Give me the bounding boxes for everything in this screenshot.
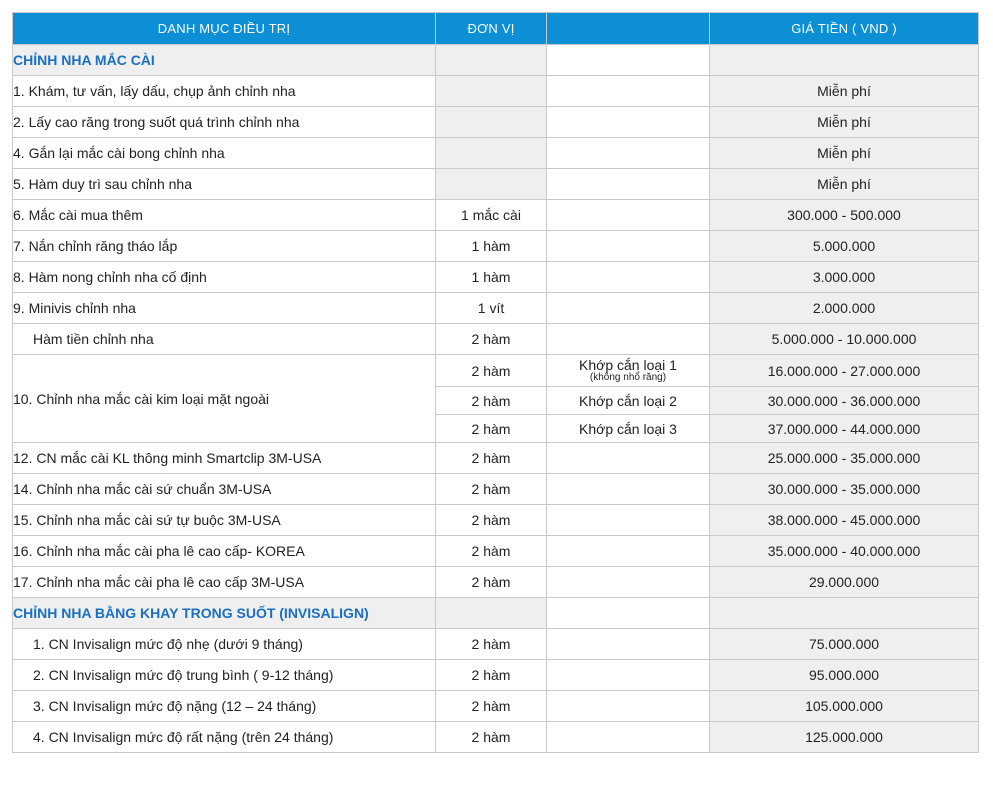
table-row xyxy=(13,231,979,262)
row-name: 4. CN Invisalign mức độ rất nặng (trên 24 tháng) xyxy=(13,722,436,753)
row-unit xyxy=(436,107,547,138)
section-row xyxy=(13,45,979,76)
table-row xyxy=(13,293,979,324)
row-price: 38.000.000 - 45.000.000 xyxy=(710,505,979,536)
section-price-cell xyxy=(710,598,979,629)
row-name: 5. Hàm duy trì sau chỉnh nha xyxy=(13,169,436,200)
row-note xyxy=(547,231,710,262)
row-unit: 2 hàm xyxy=(436,660,547,691)
row-price: 3.000.000 xyxy=(710,262,979,293)
row-unit: 1 hàm xyxy=(436,231,547,262)
row-note xyxy=(547,324,710,355)
row-note xyxy=(547,107,710,138)
row-unit: 2 hàm xyxy=(436,355,547,387)
note-main: Khớp cắn loại 1 xyxy=(579,357,677,373)
row-name: 1. Khám, tư vấn, lấy dấu, chụp ảnh chỉnh nha xyxy=(13,76,436,107)
row-price: 37.000.000 - 44.000.000 xyxy=(710,415,979,443)
row-price: 30.000.000 - 36.000.000 xyxy=(710,387,979,415)
row-unit: 2 hàm xyxy=(436,536,547,567)
row-unit: 2 hàm xyxy=(436,415,547,443)
row-name: 3. CN Invisalign mức độ nặng (12 – 24 tháng) xyxy=(13,691,436,722)
row-unit: 2 hàm xyxy=(436,474,547,505)
row-note xyxy=(547,660,710,691)
table-row xyxy=(13,76,979,107)
row-unit: 2 hàm xyxy=(436,505,547,536)
row-name: 10. Chỉnh nha mắc cài kim loại mặt ngoài xyxy=(13,355,436,443)
row-price: 300.000 - 500.000 xyxy=(710,200,979,231)
row-unit xyxy=(436,169,547,200)
table-row xyxy=(13,474,979,505)
table-row xyxy=(13,691,979,722)
row-unit xyxy=(436,76,547,107)
row-price: Miễn phí xyxy=(710,138,979,169)
row-unit: 2 hàm xyxy=(436,629,547,660)
row-note xyxy=(547,200,710,231)
row-name: 2. CN Invisalign mức độ trung bình ( 9-12 tháng) xyxy=(13,660,436,691)
section-note-cell xyxy=(547,45,710,76)
row-name: 8. Hàm nong chỉnh nha cố định xyxy=(13,262,436,293)
row-unit: 1 vít xyxy=(436,293,547,324)
row-price: Miễn phí xyxy=(710,76,979,107)
row-note xyxy=(547,629,710,660)
table-row xyxy=(13,629,979,660)
row-unit: 1 hàm xyxy=(436,262,547,293)
section-title: CHỈNH NHA MẮC CÀI xyxy=(13,45,436,76)
row-unit: 2 hàm xyxy=(436,324,547,355)
row-note xyxy=(547,474,710,505)
row-unit: 2 hàm xyxy=(436,691,547,722)
row-note xyxy=(547,691,710,722)
row-note: Khớp cắn loại 3 xyxy=(547,415,710,443)
row-price: 95.000.000 xyxy=(710,660,979,691)
row-name: 17. Chỉnh nha mắc cài pha lê cao cấp 3M-USA xyxy=(13,567,436,598)
row-price: 75.000.000 xyxy=(710,629,979,660)
row-name: 7. Nắn chỉnh răng tháo lắp xyxy=(13,231,436,262)
price-table-container xyxy=(12,12,978,753)
row-name: 14. Chỉnh nha mắc cài sứ chuẩn 3M-USA xyxy=(13,474,436,505)
table-row xyxy=(13,169,979,200)
section-note-cell xyxy=(547,598,710,629)
row-note xyxy=(547,169,710,200)
row-price: Miễn phí xyxy=(710,107,979,138)
price-table xyxy=(12,12,979,753)
table-header-row xyxy=(13,13,979,45)
row-name: 15. Chỉnh nha mắc cài sứ tự buộc 3M-USA xyxy=(13,505,436,536)
table-row xyxy=(13,536,979,567)
table-row xyxy=(13,505,979,536)
row-note xyxy=(547,567,710,598)
row-name: 16. Chỉnh nha mắc cài pha lê cao cấp- KOREA xyxy=(13,536,436,567)
row-price: 30.000.000 - 35.000.000 xyxy=(710,474,979,505)
row-name: Hàm tiền chỉnh nha xyxy=(13,324,436,355)
row-price: 105.000.000 xyxy=(710,691,979,722)
row-note xyxy=(547,138,710,169)
row-note xyxy=(547,293,710,324)
row-price: 125.000.000 xyxy=(710,722,979,753)
table-row xyxy=(13,324,979,355)
row-name: 12. CN mắc cài KL thông minh Smartclip 3M-USA xyxy=(13,443,436,474)
row-unit xyxy=(436,138,547,169)
section-unit-cell xyxy=(436,45,547,76)
row-note xyxy=(547,722,710,753)
row-unit: 2 hàm xyxy=(436,387,547,415)
row-price: 5.000.000 - 10.000.000 xyxy=(710,324,979,355)
row-price: 25.000.000 - 35.000.000 xyxy=(710,443,979,474)
table-row xyxy=(13,567,979,598)
row-note xyxy=(547,443,710,474)
row-note xyxy=(547,76,710,107)
row-note xyxy=(547,355,710,387)
header-category: DANH MỤC ĐIỀU TRỊ xyxy=(13,13,436,45)
row-price: 5.000.000 xyxy=(710,231,979,262)
table-row xyxy=(13,660,979,691)
row-note xyxy=(547,505,710,536)
row-note xyxy=(547,262,710,293)
section-unit-cell xyxy=(436,598,547,629)
row-price: 16.000.000 - 27.000.000 xyxy=(710,355,979,387)
row-name: 2. Lấy cao răng trong suốt quá trình chỉnh nha xyxy=(13,107,436,138)
row-note xyxy=(547,536,710,567)
table-row xyxy=(13,262,979,293)
header-note xyxy=(547,13,710,45)
row-name: 4. Gắn lại mắc cài bong chỉnh nha xyxy=(13,138,436,169)
row-price: 2.000.000 xyxy=(710,293,979,324)
row-name: 1. CN Invisalign mức độ nhẹ (dưới 9 tháng) xyxy=(13,629,436,660)
table-row-group xyxy=(13,355,979,387)
header-price: GIÁ TIỀN ( VND ) xyxy=(710,13,979,45)
table-row xyxy=(13,722,979,753)
row-price: 29.000.000 xyxy=(710,567,979,598)
section-price-cell xyxy=(710,45,979,76)
row-note: Khớp cắn loại 2 xyxy=(547,387,710,415)
table-row xyxy=(13,107,979,138)
table-row xyxy=(13,138,979,169)
section-row xyxy=(13,598,979,629)
header-unit: ĐƠN VỊ xyxy=(436,13,547,45)
row-unit: 2 hàm xyxy=(436,443,547,474)
section-title: CHỈNH NHA BẰNG KHAY TRONG SUỐT (INVISALIGN) xyxy=(13,598,436,629)
row-price: Miễn phí xyxy=(710,169,979,200)
row-unit: 2 hàm xyxy=(436,567,547,598)
table-row xyxy=(13,443,979,474)
row-unit: 2 hàm xyxy=(436,722,547,753)
table-row xyxy=(13,200,979,231)
row-price: 35.000.000 - 40.000.000 xyxy=(710,536,979,567)
row-name: 9. Minivis chỉnh nha xyxy=(13,293,436,324)
row-unit: 1 mắc cài xyxy=(436,200,547,231)
row-name: 6. Mắc cài mua thêm xyxy=(13,200,436,231)
note-sub: (không nhổ răng) xyxy=(589,372,667,383)
